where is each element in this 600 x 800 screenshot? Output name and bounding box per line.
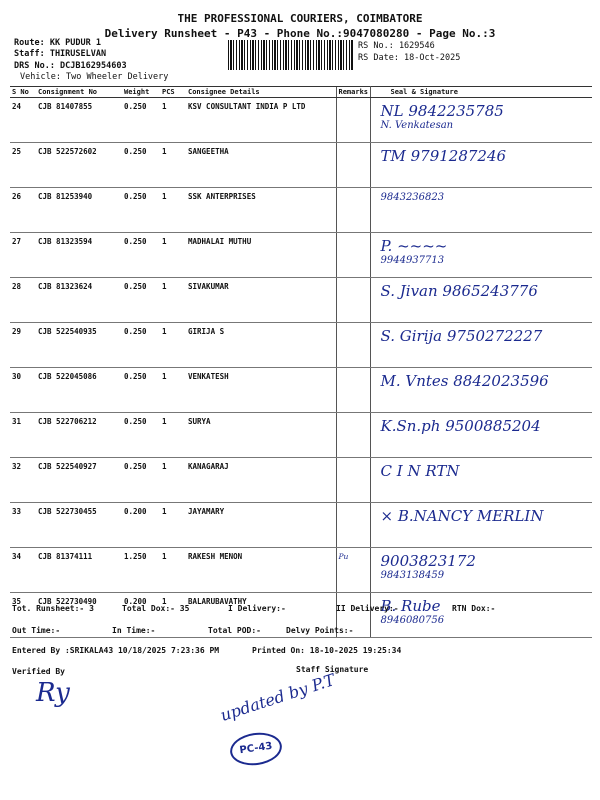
handwritten-signature	[381, 327, 591, 345]
row-consignee: KSV CONSULTANT INDIA P LTD	[186, 98, 336, 143]
col-pcs: PCS	[160, 87, 186, 98]
row-signature	[370, 98, 592, 143]
row-signature	[370, 143, 592, 188]
col-sno: S No	[10, 87, 36, 98]
row-remarks	[336, 458, 370, 503]
entered-by: Entered By :SRIKALA43 10/18/2025 7:23:36 PM	[12, 646, 220, 655]
row-sno: 29	[10, 323, 36, 368]
table-row	[10, 143, 592, 188]
row-signature	[370, 323, 592, 368]
row-weight: 0.250	[122, 278, 160, 323]
runsheet-table	[10, 86, 592, 638]
row-sno: 32	[10, 458, 36, 503]
row-sno: 26	[10, 188, 36, 233]
row-consignee: SURYA	[186, 413, 336, 458]
signature-line-1: C I N RTN	[380, 462, 460, 480]
row-weight: 0.250	[122, 458, 160, 503]
row-pcs: 1	[160, 368, 186, 413]
row-remarks: Pu	[336, 548, 370, 593]
row-signature	[370, 503, 592, 548]
staff-signature-label: Staff Signature	[296, 665, 369, 674]
row-sno: 35	[10, 593, 36, 638]
row-sno: 34	[10, 548, 36, 593]
runsheet-subtitle: Delivery Runsheet - P43 - Phone No.:9047080280 - Page No.:3	[104, 27, 496, 40]
row-pcs: 1	[160, 458, 186, 503]
update-note: updated by P.T	[217, 670, 338, 725]
handwritten-signature	[381, 147, 591, 165]
row-consignee: MADHALAI MUTHU	[186, 233, 336, 278]
row-remarks	[336, 233, 370, 278]
table-row	[10, 548, 592, 593]
row-consignment: CJB 522730455	[36, 503, 122, 548]
table-row	[10, 233, 592, 278]
row-consignment: CJB 81323624	[36, 278, 122, 323]
staff: Staff: THIRUSELVAN	[14, 49, 107, 59]
barcode	[228, 40, 354, 70]
row-pcs: 1	[160, 323, 186, 368]
row-consignment: CJB 81407855	[36, 98, 122, 143]
rs-number: RS No.: 1629546	[358, 41, 435, 51]
row-weight: 0.250	[122, 98, 160, 143]
row-consignee: SANGEETHA	[186, 143, 336, 188]
signature-line-2: N. Venkatesan	[380, 120, 454, 131]
row-signature	[370, 548, 592, 593]
row-signature	[370, 593, 592, 638]
signature-line-1: M. Vntes 8842023596	[380, 372, 549, 390]
col-remarks: Remarks	[336, 87, 370, 98]
row-weight: 0.250	[122, 413, 160, 458]
signature-line-2: 9843236823	[380, 192, 445, 203]
row-remarks	[336, 188, 370, 233]
i-delivery: I Delivery:-	[228, 604, 286, 613]
col-signature: Seal & Signature	[370, 87, 592, 98]
row-consignment: CJB 522540927	[36, 458, 122, 503]
row-consignee: KANAGARAJ	[186, 458, 336, 503]
row-pcs: 1	[160, 188, 186, 233]
row-consignment: CJB 522540935	[36, 323, 122, 368]
handwritten-signature	[381, 372, 591, 390]
signature-line-1: NL 9842235785	[380, 102, 504, 120]
row-consignment: CJB 522706212	[36, 413, 122, 458]
table-row	[10, 278, 592, 323]
printed-on: Printed On: 18-10-2025 19:25:34	[252, 646, 402, 655]
row-sno: 25	[10, 143, 36, 188]
company-title: THE PROFESSIONAL COURIERS, COIMBATORE	[177, 12, 423, 25]
signature-line-1: TM 9791287246	[380, 147, 507, 165]
row-sno: 24	[10, 98, 36, 143]
row-weight: 0.250	[122, 368, 160, 413]
handwritten-signature	[381, 462, 591, 480]
route: Route: KK PUDUR 1	[14, 38, 101, 48]
signature-line-2: 9944937713	[380, 255, 445, 266]
table-row	[10, 98, 592, 143]
row-remarks	[336, 503, 370, 548]
row-remarks	[336, 143, 370, 188]
row-consignment: CJB 522572602	[36, 143, 122, 188]
row-remarks	[336, 323, 370, 368]
handwritten-signature	[381, 102, 591, 131]
verifier-signature: Ry	[36, 678, 70, 708]
row-consignee: JAYAMARY	[186, 503, 336, 548]
rtn-dox: RTN Dox:-	[452, 604, 496, 613]
table-row	[10, 503, 592, 548]
row-weight: 0.200	[122, 503, 160, 548]
row-consignee: BALARUBAVATHY	[186, 593, 336, 638]
row-consignee: VENKATESH	[186, 368, 336, 413]
row-pcs: 1	[160, 98, 186, 143]
row-signature	[370, 278, 592, 323]
vehicle: Vehicle: Two Wheeler Delivery	[20, 72, 169, 82]
row-remarks	[336, 413, 370, 458]
row-sno: 28	[10, 278, 36, 323]
row-pcs: 1	[160, 143, 186, 188]
signature-line-1: S. Jivan 9865243776	[380, 282, 538, 300]
handwritten-signature	[381, 192, 591, 203]
row-pcs: 1	[160, 413, 186, 458]
table-header	[10, 87, 592, 98]
row-sno: 30	[10, 368, 36, 413]
tot-runsheet: Tot. Runsheet:- 3	[12, 604, 94, 613]
handwritten-signature	[381, 507, 591, 525]
row-pcs: 1	[160, 278, 186, 323]
row-sno: 33	[10, 503, 36, 548]
row-consignee: RAKESH MENON	[186, 548, 336, 593]
handwritten-signature	[381, 237, 591, 266]
pc43-stamp: PC-43	[228, 730, 284, 769]
ii-delivery: II Delivery:-	[336, 604, 399, 613]
signature-line-1: 9003823172	[380, 552, 476, 570]
row-consignment: CJB 522045086	[36, 368, 122, 413]
row-consignment: CJB 81323594	[36, 233, 122, 278]
row-consignment: CJB 81374111	[36, 548, 122, 593]
out-time: Out Time:-	[12, 626, 61, 635]
signature-line-2: 9843138459	[380, 570, 445, 581]
row-pcs: 1	[160, 503, 186, 548]
table-row	[10, 458, 592, 503]
row-signature	[370, 458, 592, 503]
row-consignee: GIRIJA S	[186, 323, 336, 368]
row-consignment: CJB 81253940	[36, 188, 122, 233]
row-pcs: 1	[160, 233, 186, 278]
row-weight: 0.250	[122, 188, 160, 233]
signature-line-2: 8946080756	[380, 615, 445, 626]
row-weight: 0.250	[122, 323, 160, 368]
table-row	[10, 323, 592, 368]
row-signature	[370, 368, 592, 413]
col-weight: Weight	[122, 87, 160, 98]
row-consignment: CJB 522730490	[36, 593, 122, 638]
row-sno: 27	[10, 233, 36, 278]
row-signature	[370, 188, 592, 233]
rs-date: RS Date: 18-Oct-2025	[358, 53, 461, 63]
handwritten-signature	[381, 552, 591, 581]
table-row	[10, 188, 592, 233]
row-pcs: 1	[160, 548, 186, 593]
row-weight: 0.250	[122, 233, 160, 278]
row-weight: 0.250	[122, 143, 160, 188]
signature-line-1: S. Girija 9750272227	[380, 327, 543, 345]
handwritten-signature	[381, 417, 591, 435]
signature-line-1: B. Rube	[380, 597, 441, 615]
delvy-points: Delvy Points:-	[286, 626, 354, 635]
row-signature	[370, 413, 592, 458]
signature-line-1: K.Sn.ph 9500885204	[380, 417, 541, 435]
row-consignee: SSK ANTERPRISES	[186, 188, 336, 233]
signature-line-1: × B.NANCY MERLIN	[380, 507, 544, 525]
verified-by-label: Verified By	[12, 667, 65, 676]
total-pod: Total POD:-	[208, 626, 261, 635]
col-consignee: Consignee Details	[186, 87, 336, 98]
row-weight: 0.200	[122, 593, 160, 638]
row-signature	[370, 233, 592, 278]
row-remarks	[336, 368, 370, 413]
row-sno: 31	[10, 413, 36, 458]
row-remarks	[336, 278, 370, 323]
total-dox: Total Dox:- 35	[122, 604, 190, 613]
handwritten-signature	[381, 282, 591, 300]
table-row	[10, 413, 592, 458]
row-remarks	[336, 98, 370, 143]
row-pcs: 1	[160, 593, 186, 638]
signature-line-1: P. ~~~~	[380, 237, 448, 255]
row-consignee: SIVAKUMAR	[186, 278, 336, 323]
table-row	[10, 368, 592, 413]
in-time: In Time:-	[112, 626, 156, 635]
drs-number: DRS No.: DCJB162954603	[14, 61, 127, 71]
col-consignment: Consignment No	[36, 87, 122, 98]
row-weight: 1.250	[122, 548, 160, 593]
